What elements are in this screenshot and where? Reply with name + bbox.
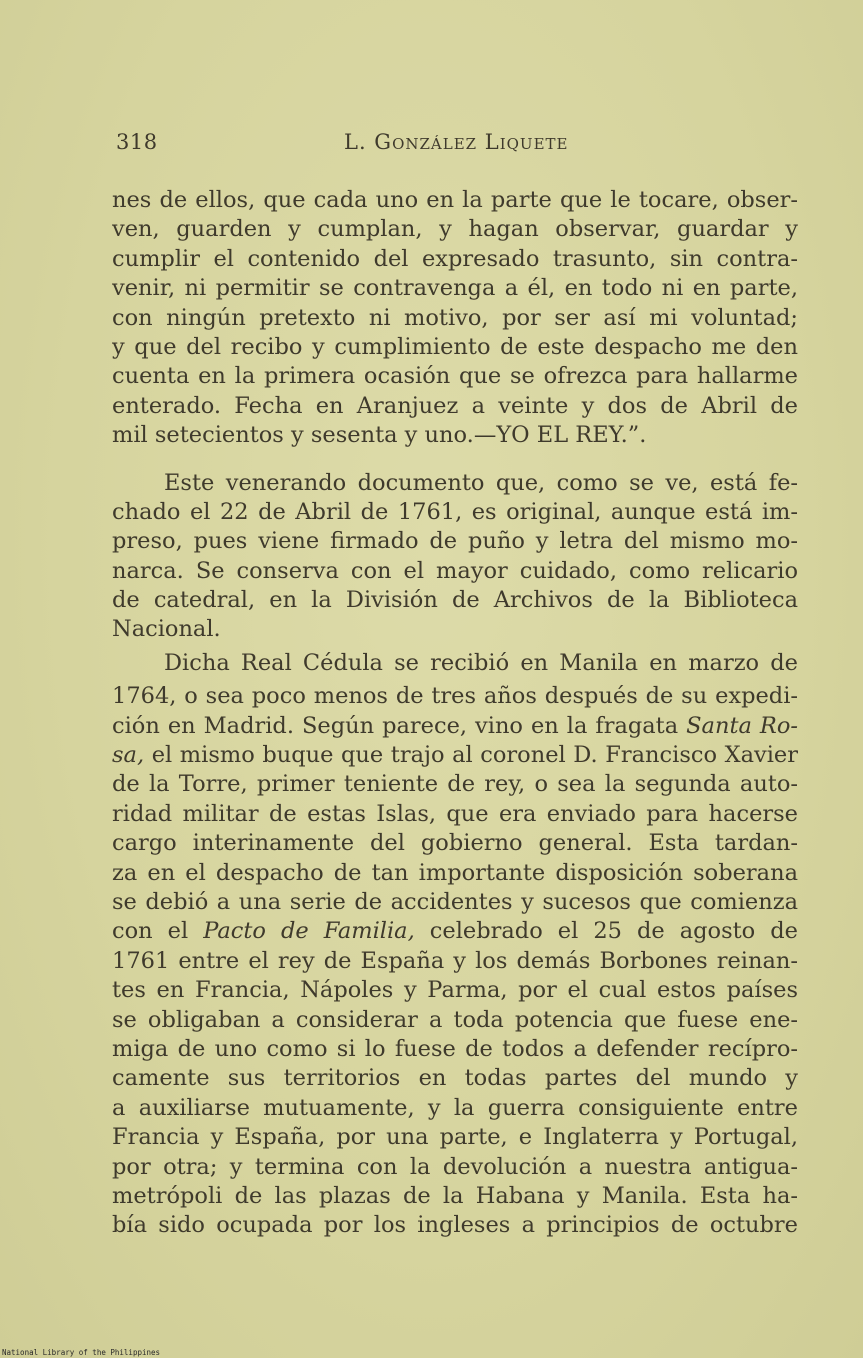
text-line: Dicha Real Cédula se recibió en Manila en marzo de	[164, 649, 798, 676]
library-watermark: National Library of the Philippines	[2, 1348, 161, 1357]
text-line: cumplir el contenido del expresado trasunto, sin contra-	[112, 245, 798, 272]
text-line	[112, 712, 798, 741]
italic-run: sa,	[112, 742, 145, 769]
text-line: miga de uno como si lo fuese de todos a defender recípro-	[112, 1035, 798, 1062]
text-line: Francia y España, por una parte, e Inglaterra y Portugal,	[112, 1124, 798, 1151]
text-line: 1764, o sea poco menos de tres años después de su expedi-	[112, 683, 798, 710]
text-line: za en el despacho de tan importante disposición soberana	[112, 859, 798, 886]
text-line: de catedral, en la División de Archivos de la Biblioteca	[112, 587, 798, 614]
text-run: con el	[112, 918, 204, 945]
paragraph-gap	[112, 451, 798, 469]
text-line: cuenta en la primera ocasión que se ofrezca para hallarme	[112, 363, 798, 390]
text-line: mil setecientos y sesenta y uno.—YO EL REY.”.	[112, 422, 647, 449]
text-line: se obligaban a considerar a toda potencia que fuese ene-	[112, 1006, 798, 1033]
text-run: ción en Madrid. Según parece, vino en la fragata	[112, 712, 687, 739]
italic-run: Santa Ro-	[686, 712, 798, 739]
text-run: celebrado el 25 de agosto de	[414, 918, 798, 945]
text-run: el mismo buque que trajo al coronel D. Francisco Xavier	[144, 742, 798, 769]
text-line: narca. Se conserva con el mayor cuidado, como relicario	[112, 557, 798, 584]
page-header	[112, 130, 798, 166]
text-line: tes en Francia, Nápoles y Parma, por el cual estos países	[112, 977, 798, 1004]
text-line: nes de ellos, que cada uno en la parte que le tocare, obser-	[112, 187, 798, 213]
text-line: metrópoli de las plazas de la Habana y Manila. Esta ha-	[112, 1182, 798, 1209]
text-line	[112, 917, 798, 946]
text-line: con ningún pretexto ni motivo, por ser así mi voluntad;	[112, 304, 798, 331]
running-head: L. González Liquete	[344, 130, 569, 154]
text-line: a auxiliarse mutuamente, y la guerra consiguiente entre	[112, 1094, 798, 1121]
text-line: enterado. Fecha en Aranjuez a veinte y dos de Abril de	[112, 392, 798, 419]
text-line: 1761 entre el rey de España y los demás Borbones reinan-	[112, 947, 798, 974]
text-line: chado el 22 de Abril de 1761, es original, aunque está im-	[112, 498, 798, 525]
text-line: y que del recibo y cumplimiento de este despacho me den	[112, 333, 798, 360]
text-line: Nacional.	[112, 616, 221, 643]
text-line: camente sus territorios en todas partes del mundo y	[112, 1065, 798, 1092]
text-line: venir, ni permitir se contravenga a él, en todo ni en parte,	[112, 275, 798, 302]
text-line	[112, 741, 798, 770]
text-line: ridad militar de estas Islas, que era enviado para hacerse	[112, 800, 798, 827]
text-line: Este venerando documento que, como se ve, está fe-	[164, 469, 798, 496]
text-line: preso, pues viene firmado de puño y letra del mismo mo-	[112, 528, 798, 555]
text-line: por otra; y termina con la devolución a nuestra antigua-	[112, 1153, 798, 1180]
text-line: de la Torre, primer teniente de rey, o sea la segunda auto-	[112, 771, 798, 798]
text-line: ven, guarden y cumplan, y hagan observar, guardar y	[112, 216, 798, 243]
page-body	[112, 186, 798, 1241]
italic-run: Pacto de Familia,	[203, 918, 415, 945]
text-line: bía sido ocupada por los ingleses a principios de octubre	[112, 1212, 798, 1239]
text-line: cargo interinamente del gobierno general. Esta tardan-	[112, 830, 798, 857]
page-number: 318	[116, 130, 158, 154]
text-line: se debió a una serie de accidentes y sucesos que comienza	[112, 888, 798, 915]
